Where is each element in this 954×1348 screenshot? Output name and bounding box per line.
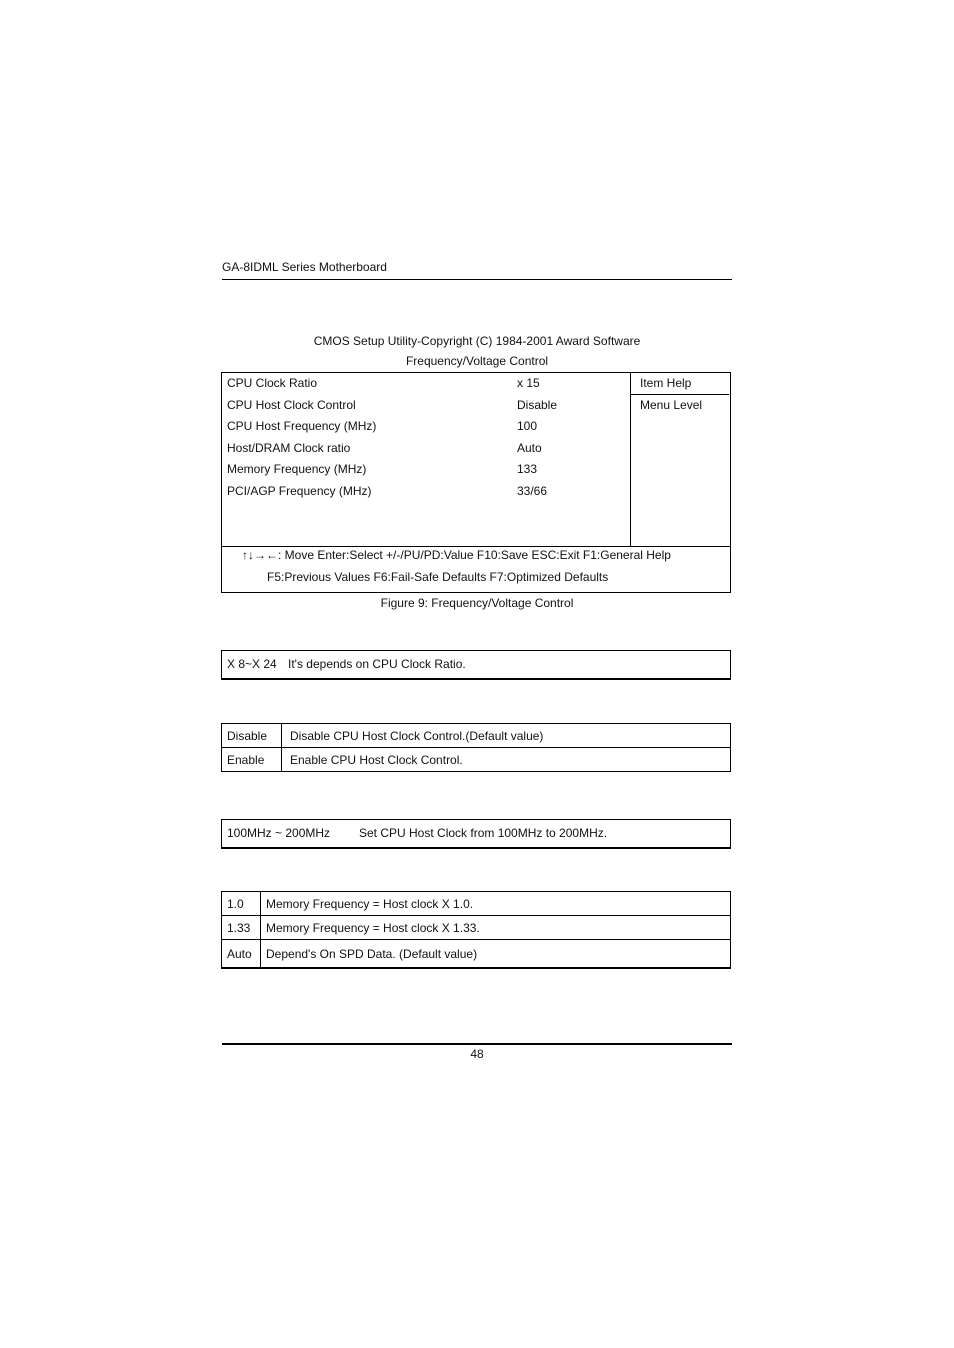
host-frequency-box (221, 819, 731, 849)
option-cell: 1.33 (222, 916, 261, 940)
option-cell: Enable (222, 748, 282, 772)
bios-key-legend-2: F5:Previous Values F6:Fail-Safe Defaults F7:Optimized Defaults (267, 570, 609, 584)
bios-title: CMOS Setup Utility-Copyright (C) 1984-2001 Award Software (313, 334, 641, 348)
desc-cell: Memory Frequency = Host clock X 1.33. (261, 916, 731, 940)
bios-row-value[interactable]: 100 (517, 419, 538, 433)
table-row (222, 892, 731, 916)
ratio-range: X 8~X 24 (227, 657, 277, 671)
memory-frequency-table (221, 891, 731, 969)
bios-row-label[interactable]: CPU Host Frequency (MHz) (227, 419, 377, 433)
table-row (222, 916, 731, 940)
host-clock-control-table (221, 723, 731, 772)
arrow-keys-icon: ↑↓→← (242, 548, 278, 562)
desc-cell: Enable CPU Host Clock Control. (282, 748, 731, 772)
table-row (222, 724, 731, 748)
footer-rule (222, 1043, 732, 1045)
option-cell: Auto (222, 940, 261, 969)
bios-row-label[interactable]: Memory Frequency (MHz) (227, 462, 367, 476)
bios-key-legend (242, 548, 671, 562)
bios-row-value[interactable]: 133 (517, 462, 538, 476)
freq-range: 100MHz ~ 200MHz (227, 826, 331, 840)
desc-cell: Depend's On SPD Data. (Default value) (261, 940, 731, 969)
page-number: 48 (470, 1047, 484, 1061)
menu-level-label: Menu Level (640, 398, 703, 412)
item-help-title: Item Help (640, 376, 692, 390)
key-legend-text: : Move Enter:Select +/-/PU/PD:Value F10:Save ESC:Exit F1:General Help (278, 548, 671, 562)
desc-cell: Memory Frequency = Host clock X 1.0. (261, 892, 731, 916)
ratio-desc: It's depends on CPU Clock Ratio. (288, 657, 466, 671)
desc-cell: Disable CPU Host Clock Control.(Default value) (282, 724, 731, 748)
bios-subtitle: Frequency/Voltage Control (405, 354, 549, 368)
bios-row-value[interactable]: 33/66 (517, 484, 548, 498)
bios-row-value[interactable]: x 15 (517, 376, 540, 390)
document-header-title: GA-8IDML Series Motherboard (222, 260, 387, 274)
bios-row-value[interactable]: Disable (517, 398, 558, 412)
option-cell: Disable (222, 724, 282, 748)
figure-caption: Figure 9: Frequency/Voltage Control (380, 596, 574, 610)
bios-row-label[interactable]: CPU Host Clock Control (227, 398, 356, 412)
bios-row-label[interactable]: Host/DRAM Clock ratio (227, 441, 351, 455)
bios-row-label[interactable]: CPU Clock Ratio (227, 376, 318, 390)
table-row (222, 748, 731, 772)
cpu-ratio-box (221, 650, 731, 680)
help-title-rule (631, 394, 729, 395)
header-rule (222, 279, 732, 280)
bios-help-divider (630, 372, 631, 547)
bios-keys-divider (221, 546, 731, 547)
bios-row-label[interactable]: PCI/AGP Frequency (MHz) (227, 484, 372, 498)
freq-desc: Set CPU Host Clock from 100MHz to 200MHz. (359, 826, 608, 840)
bios-row-value[interactable]: Auto (517, 441, 542, 455)
table-row (222, 940, 731, 969)
option-cell: 1.0 (222, 892, 261, 916)
